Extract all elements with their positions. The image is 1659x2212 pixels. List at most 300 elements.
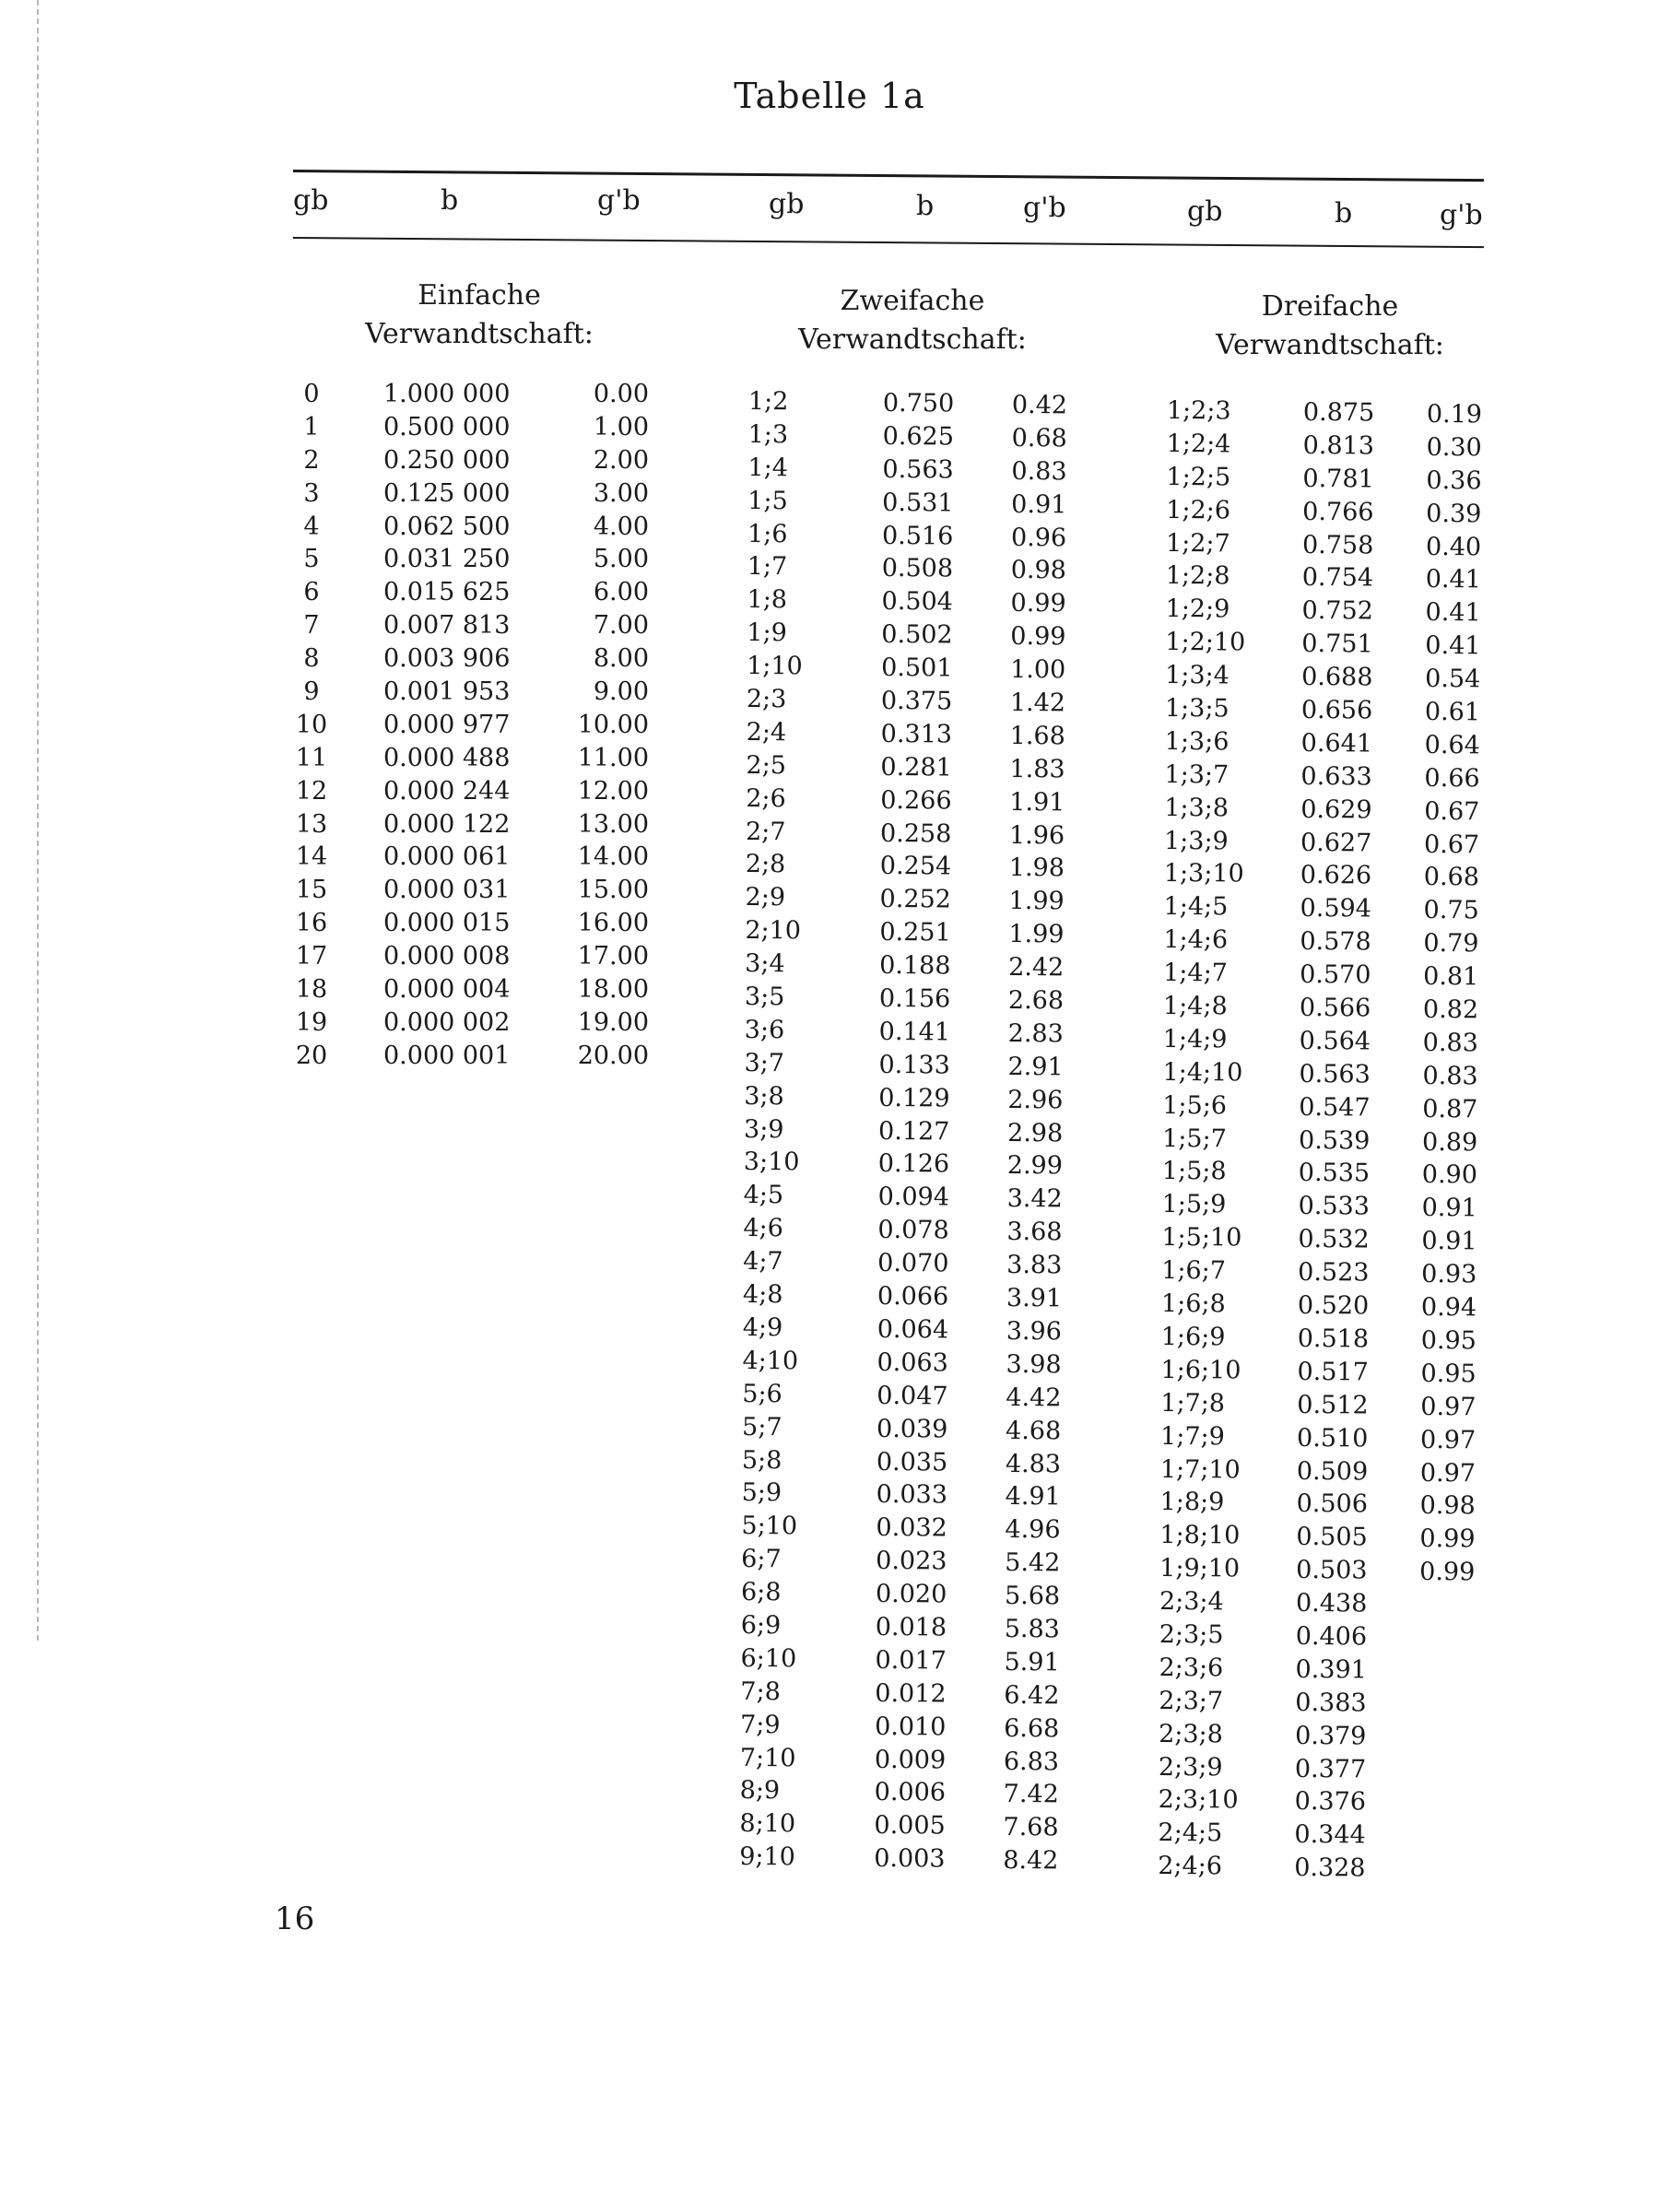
table-cell: 17 [295,942,328,971]
table-cell: 5 [303,545,320,574]
table-cell: 0.188 [879,951,951,981]
table-cell: 0.68 [1423,863,1480,892]
table-cell: 5;6 [742,1379,782,1408]
table-cell: 1;3 [747,419,789,450]
table-cell: 1;9;10 [1159,1554,1241,1583]
table-cell: 18.00 [577,975,649,1005]
table-cell: 0.67 [1423,830,1480,859]
table-cell: 0.90 [1421,1160,1478,1190]
table-cell: 2.98 [1006,1118,1064,1147]
table-cell: 0.688 [1301,663,1373,692]
page-number: 16 [275,1900,315,1937]
table-cell: 5;8 [741,1445,782,1475]
table-cell: 11 [295,743,328,772]
table-cell: 0.813 [1302,430,1375,461]
table-cell: 7 [303,611,320,641]
table-cell: 0.97 [1419,1458,1477,1488]
table-cell: 0.67 [1424,796,1480,827]
table-cell: 19.00 [577,1007,649,1037]
table-cell: 0.000 122 [383,809,511,839]
table-cell: 1.00 [1010,655,1066,685]
table-cell: 5.91 [1004,1647,1060,1677]
table-cell: 0.015 625 [383,578,511,607]
table-cell: 0.500 000 [383,412,511,441]
table-cell: 3.91 [1006,1284,1063,1313]
table-cell: 1;6;8 [1160,1289,1226,1319]
table-cell: 0.99 [1419,1524,1476,1554]
table-cell: 3.42 [1006,1184,1063,1214]
table-cell: 14.00 [577,842,649,872]
table-cell: 0.406 [1295,1621,1368,1652]
table-cell: 0.035 [876,1447,948,1477]
table-cell: 0.033 [876,1480,948,1510]
table-cell: 1;2;9 [1165,594,1230,624]
table-cell: 0.766 [1302,497,1374,527]
table-cell: 0.129 [878,1083,950,1113]
table-cell: 6.00 [593,578,649,607]
table-cell: 0.629 [1300,794,1372,825]
table-cell: 3.68 [1006,1218,1063,1247]
table-cell: 0.535 [1298,1159,1371,1188]
table-cell: 0.91 [1421,1227,1477,1256]
table-cell: 0.328 [1294,1853,1366,1883]
table-cell: 3.83 [1006,1251,1063,1280]
table-cell: 1.96 [1008,820,1065,850]
table-cell: 0.751 [1301,629,1373,659]
table-cell: 1;3;5 [1164,694,1230,724]
table-cell: 6.42 [1004,1680,1060,1711]
section-einfache [359,276,599,354]
table-cell: 0.070 [877,1249,949,1278]
table-cell: 1;4;8 [1162,992,1228,1021]
table-cell: 2.00 [593,445,649,475]
table-cell: 2;3;10 [1158,1785,1239,1815]
table-cell: 0.39 [1426,499,1482,529]
table-cell: 5.68 [1004,1582,1061,1611]
section-dreifache-line2: Verwandtschaft: [1216,329,1444,361]
table-cell: 7;9 [740,1710,781,1739]
table-cell: 1;2;3 [1166,395,1231,426]
table-cell: 0.83 [1422,1061,1478,1091]
table-cell: 0.375 [880,687,953,716]
table-cell: 1.68 [1009,721,1065,751]
table-cell: 5.42 [1005,1548,1061,1578]
section-einfache-line1: Einfache [418,279,541,312]
table-cell: 0.36 [1426,465,1482,496]
table-cell: 0.66 [1424,763,1480,794]
table-cell: 0.000 008 [383,942,511,971]
table-cell: 0.41 [1425,598,1481,628]
table-cell: 13.00 [577,809,649,839]
table-cell: 0.000 004 [383,975,511,1005]
table-cell: 6 [303,578,320,607]
table-cell: 0.539 [1298,1125,1371,1156]
table-cell: 2;4;5 [1158,1818,1223,1848]
table-cell: 0.266 [880,785,952,816]
table-cell: 9;10 [739,1842,795,1872]
table-cell: 1.42 [1009,688,1066,718]
table-cell: 2 [303,445,320,475]
table-cell: 0.000 061 [383,842,511,872]
section-einfache-line2: Verwandtschaft: [365,318,594,350]
table-cell: 0.41 [1425,565,1482,594]
table-cell: 0.003 [874,1844,946,1874]
table-cell: 4;9 [742,1312,783,1343]
table-cell: 1;3;7 [1164,759,1230,790]
table-cell: 4;8 [742,1280,783,1310]
table-cell: 17.00 [577,942,649,971]
table-cell: 1;7;10 [1159,1454,1241,1485]
table-cell: 0.99 [1419,1558,1476,1587]
table-cell: 0.83 [1422,1028,1478,1058]
table-cell: 4.83 [1005,1449,1062,1478]
table-cell: 1;7;8 [1160,1388,1226,1418]
dreifache-gb-b-column [1419,398,1510,1590]
header-gb-zweifache: gb [769,188,805,220]
table-cell: 1.000 000 [383,380,511,408]
table-cell: 0.19 [1426,399,1483,429]
table-cell: 0.000 977 [383,710,511,739]
table-cell: 0.007 813 [383,611,511,641]
table-cell: 0.82 [1422,995,1479,1025]
table-cell: 6.83 [1003,1747,1060,1776]
table-cell: 3;6 [744,1015,785,1045]
table-cell: 8 [303,644,320,674]
table-cell: 0.54 [1425,665,1481,694]
table-cell: 2;10 [745,916,802,946]
table-cell: 0.094 [877,1182,950,1212]
table-cell: 0.031 250 [383,545,511,574]
table-cell: 0.506 [1296,1489,1369,1519]
table-cell: 1.91 [1009,787,1065,818]
table-cell: 1;3;10 [1163,859,1244,888]
table-cell: 2;8 [745,850,786,879]
table-cell: 0.391 [1295,1654,1367,1685]
einfache-gb-column [284,378,339,1073]
table-cell: 0.126 [877,1149,950,1179]
table-cell: 7.68 [1003,1813,1059,1842]
table-cell: 0.009 [874,1745,947,1774]
table-cell: 0.281 [880,752,952,782]
table-cell: 0.000 015 [383,909,511,938]
table-cell: 15.00 [577,876,649,905]
table-cell: 1;5;7 [1161,1124,1227,1154]
table-cell: 0.563 [1299,1059,1371,1089]
table-cell: 0.656 [1300,696,1373,725]
table-cell: 2;6 [746,783,786,813]
table-cell: 2;9 [745,883,786,912]
table-cell: 13 [295,809,328,839]
table-cell: 0.75 [1423,896,1479,925]
table-cell: 6;10 [740,1643,797,1674]
table-cell: 5;7 [742,1412,782,1441]
table-cell: 1;2;4 [1166,429,1231,459]
table-cell: 0.438 [1295,1589,1368,1618]
einfache-b-column [383,378,559,1073]
table-cell: 1;8;10 [1159,1521,1241,1550]
table-cell: 0.252 [879,885,951,914]
section-zweifache-line2: Verwandtschaft: [798,324,1027,356]
table-cell: 3 [303,478,320,508]
table-cell: 0.531 [882,488,954,518]
table-cell: 0.505 [1296,1523,1368,1552]
table-cell: 1;5;9 [1161,1190,1227,1219]
table-cell: 0.61 [1424,698,1481,727]
table-cell: 0.258 [879,818,952,849]
table-cell: 1.99 [1008,887,1065,916]
zweifache-b-column [874,387,984,1877]
table-cell: 0.517 [1297,1357,1369,1387]
table-cell: 1;2;5 [1166,462,1231,492]
table-cell: 0.000 488 [383,743,511,772]
table-cell: 5.00 [593,545,649,574]
table-cell: 3;10 [743,1147,800,1177]
table-cell: 0.062 500 [383,512,511,541]
table-cell: 1;5 [747,486,788,515]
table-cell: 9 [303,677,320,707]
table-cell: 0.023 [876,1547,947,1576]
table-cell: 0.83 [1011,456,1067,487]
table-cell: 8;9 [739,1776,781,1806]
table-cell: 8.42 [1003,1846,1059,1876]
table-cell: 0.94 [1420,1293,1477,1323]
table-cell: 2;3;7 [1159,1686,1224,1716]
table-cell: 0.383 [1295,1688,1367,1718]
table-cell: 0.509 [1296,1456,1369,1486]
table-cell: 0.93 [1421,1260,1477,1289]
table-cell: 0.98 [1010,556,1067,585]
table-cell: 0.91 [1421,1194,1477,1223]
table-cell: 4.00 [593,512,649,541]
table-cell: 2;4 [746,717,787,747]
table-cell: 4.91 [1005,1482,1061,1512]
table-cell: 18 [295,975,328,1005]
table-cell: 4.42 [1006,1382,1062,1413]
table-cell: 1;2;10 [1165,628,1246,657]
table-cell: 0.344 [1294,1820,1366,1850]
table-cell: 6;9 [740,1610,782,1641]
table-cell: 16.00 [577,909,649,938]
table-cell: 1;5;8 [1161,1157,1227,1186]
table-cell: 1.99 [1008,920,1065,949]
dreifache-gb-column [1158,394,1296,1884]
table-cell: 1;4;7 [1163,959,1228,988]
table-cell: 2.99 [1006,1151,1064,1181]
table-cell: 0.627 [1300,828,1372,858]
table-cell: 0.875 [1302,397,1375,428]
table-cell: 1;4;5 [1163,892,1229,922]
header-gb-b-zweifache: g'b [1023,192,1066,224]
table-cell: 1;4;6 [1163,925,1229,955]
table-cell: 4;10 [742,1346,799,1376]
table-cell: 0.89 [1421,1127,1478,1157]
table-cell: 2;4;6 [1158,1852,1223,1881]
table-cell: 0.95 [1420,1359,1477,1389]
table-cell: 0.781 [1302,464,1374,494]
table-cell: 2;3;6 [1159,1653,1224,1683]
table-cell: 7.00 [593,611,649,641]
table-cell: 0.750 [882,388,955,418]
table-cell: 6;7 [741,1545,782,1574]
table-cell: 0.156 [878,984,951,1014]
table-cell: 12.00 [577,776,649,806]
table-cell: 7;8 [740,1677,781,1706]
table-cell: 0.000 001 [383,1041,511,1070]
table-cell: 4.68 [1006,1416,1062,1445]
table-cell: 11.00 [577,743,649,772]
table-cell: 7;10 [739,1743,796,1772]
table-cell: 0.754 [1301,563,1374,593]
table-cell: 3;8 [744,1081,784,1111]
table-cell: 0.00 [593,380,649,408]
table-cell: 1;6 [747,519,788,548]
table-cell: 0.039 [877,1414,948,1444]
table-cell: 2;7 [745,817,786,846]
zweifache-gb-column [739,385,831,1875]
table-cell: 0.512 [1297,1390,1369,1420]
table-cell: 1;9 [747,618,787,648]
table-cell: 0.518 [1297,1324,1370,1354]
table-cell: 15 [295,876,328,905]
table-cell: 2;3;8 [1159,1719,1223,1749]
table-cell: 0.547 [1299,1092,1371,1123]
table-cell: 1;4;10 [1162,1057,1243,1088]
table-cell: 1;2 [747,386,789,417]
table-cell: 0.30 [1426,432,1482,463]
table-cell: 0.064 [877,1314,949,1345]
table-cell: 0.40 [1425,532,1482,561]
table-cell: 0.96 [1010,523,1067,552]
table-cell: 3;4 [745,949,785,979]
table-cell: 0.564 [1299,1026,1371,1056]
table-cell: 0.503 [1296,1556,1368,1585]
table-cell: 0.523 [1298,1258,1370,1288]
table-cell: 0.79 [1423,929,1479,959]
table-cell: 0.063 [877,1347,948,1378]
table-cell: 2.91 [1007,1052,1064,1082]
top-rule [293,170,1484,182]
table-cell: 1.98 [1008,853,1065,883]
table-cell: 0 [303,380,320,408]
header-b-einfache: b [441,184,459,217]
section-dreifache-line1: Dreifache [1261,290,1399,323]
table-cell: 0.501 [881,653,953,683]
table-cell: 1;10 [747,652,803,681]
table-cell: 0.510 [1297,1423,1369,1453]
table-cell: 0.000 031 [383,876,511,905]
table-cell: 0.625 [882,421,955,452]
table-cell: 1;6;9 [1160,1322,1226,1352]
table-cell: 0.000 244 [383,776,511,806]
table-cell: 0.251 [879,918,951,947]
table-cell: 1;2;8 [1165,561,1230,591]
table-cell: 1.00 [593,412,649,441]
table-cell: 20.00 [577,1041,649,1070]
table-cell: 1;8 [747,585,788,615]
table-cell: 1;4 [747,453,789,483]
table-cell: 14 [295,842,328,872]
table-cell: 3;7 [744,1048,785,1078]
table-cell: 0.006 [874,1778,947,1807]
table-cell: 0.68 [1011,423,1067,453]
page-title: Tabelle 1a [734,76,925,116]
header-b-dreifache: b [1335,197,1353,229]
table-cell: 0.020 [875,1580,947,1609]
table-cell: 0.81 [1423,962,1479,992]
table-cell: 10.00 [577,710,649,739]
table-cell: 1;5;10 [1161,1223,1242,1253]
section-zweifache [788,282,1037,359]
table-cell: 0.032 [876,1513,947,1543]
table-cell: 0.313 [880,719,953,749]
table-cell: 4;7 [743,1247,783,1277]
table-cell: 4 [303,512,320,541]
table-cell: 1;2;7 [1165,528,1230,558]
table-cell: 6.68 [1004,1713,1060,1743]
table-cell: 0.87 [1422,1094,1478,1124]
table-cell: 2.68 [1007,986,1065,1016]
table-cell: 0.377 [1294,1754,1367,1783]
table-cell: 5;9 [741,1478,782,1508]
header-gb-einfache: gb [293,184,329,217]
table-cell: 1;7 [747,552,788,582]
table-cell: 2;3;5 [1159,1619,1224,1650]
table-cell: 0.91 [1011,489,1067,520]
header-b-zweifache: b [916,190,935,222]
table-cell: 0.066 [877,1282,949,1312]
table-cell: 2;5 [746,750,787,781]
table-cell: 0.250 000 [383,445,511,475]
table-cell: 0.125 000 [383,478,511,508]
table-cell: 0.42 [1011,390,1068,420]
table-cell: 9.00 [593,677,649,707]
table-cell: 1;3;8 [1164,793,1230,823]
dreifache-b-column [1294,396,1405,1886]
table-cell: 0.127 [877,1116,950,1147]
table-cell: 1;3;9 [1163,826,1229,855]
table-cell: 0.508 [881,554,954,583]
table-cell: 2.42 [1008,953,1065,982]
table-cell: 0.000 002 [383,1007,511,1037]
table-cell: 6;8 [740,1578,782,1607]
table-cell: 0.017 [875,1645,947,1676]
table-cell: 0.516 [881,521,954,551]
header-gb-b-einfache: g'b [597,184,641,217]
einfache-gb-b-column [557,378,649,1073]
table-cell: 0.626 [1300,861,1372,890]
table-cell: 19 [295,1007,328,1037]
table-cell: 0.379 [1295,1721,1367,1751]
table-cell: 1;3;6 [1164,726,1230,757]
table-cell: 1;4;9 [1162,1024,1228,1054]
table-cell: 0.566 [1299,994,1371,1023]
table-cell: 0.533 [1298,1192,1371,1221]
table-cell: 2.83 [1007,1018,1064,1049]
table-cell: 0.563 [882,454,954,485]
table-cell: 8;10 [739,1809,796,1839]
table-cell: 3.98 [1006,1349,1062,1380]
table-cell: 0.641 [1300,728,1373,759]
table-cell: 0.010 [875,1712,947,1742]
table-cell: 0.141 [878,1017,951,1047]
table-cell: 0.98 [1419,1491,1476,1521]
table-cell: 5;10 [741,1512,798,1541]
table-cell: 0.005 [874,1811,946,1841]
table-cell: 1;5;6 [1162,1090,1228,1121]
table-cell: 0.376 [1294,1787,1367,1817]
table-cell: 12 [295,776,328,806]
table-cell: 1;6;10 [1160,1355,1241,1385]
